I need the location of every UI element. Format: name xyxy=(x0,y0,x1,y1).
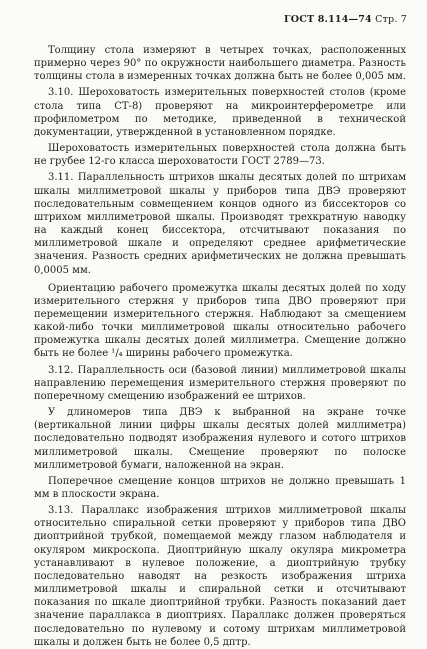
paragraph-3-10: 3.10. Шероховатость измерительных поверхностей столов (кроме стола типа СТ-8) проверяют на микроинтерферометре или профилометром по методике, приведенной в технической документации, утвержденной в установленном порядке. xyxy=(34,87,406,138)
paragraph-orientation: Ориентацию рабочего промежутка шкалы десятых долей по ходу измерительного стержня у приборов типа ДВО проверяют при перемещении измерительного стержня. Наблюдают за смещением какой-либо точки миллиметровой шкалы относительно рабочего промежутка шкалы десятых долей миллиметра. Смещение должно быть не более ¹/₄ ширины рабочего промежутка. xyxy=(34,282,406,360)
page-header xyxy=(284,14,407,25)
paragraph-cross-shift: Поперечное смещение концов штрихов не должно превышать 1 мм в плоскости экрана. xyxy=(34,475,406,500)
page-number: Стр. 7 xyxy=(375,14,407,25)
standard-number: ГОСТ 8.114—74 xyxy=(284,14,372,25)
body-text xyxy=(34,44,406,649)
paragraph-3-12: 3.12. Параллельность оси (базовой линии) миллиметровой шкалы направлению перемещения измерительного стержня проверяют по поперечному смещению изображений ее штрихов. xyxy=(34,364,406,402)
paragraph-dve: У длиномеров типа ДВЭ к выбранной на экране точке (вертикальной линии цифры шкалы десятых долей миллиметра) последовательно подводят изображения нулевого и сотого штрихов миллиметровой шкалы. Смещение проверяют по полоске миллиметровой бумаги, наложенной на экран. xyxy=(34,407,406,471)
paragraph-3-13: 3.13. Параллакс изображения штрихов миллиметровой шкалы относительно спиральной сетки проверяют у приборов типа ДВО диоптрийной трубкой, помещаемой между глазом наблюдателя и окуляром микроскопа. Диоптрийную шкалу окуляра микрометра устанавливают в нулевое положение, а диоптрийную трубку последовательно наводят на резкость изображения штриха миллиметровой шкалы и спиральной сетки и отсчитывают показания по шкале диоптрийной трубки. Разность показаний дает значение параллакса в диоптриях. Параллакс должен проверяться последовательно по нулевому и сотому штрихам миллиметровой шкалы и должен быть не более 0,5 дптр. xyxy=(34,505,406,648)
paragraph-thickness: Толщину стола измеряют в четырех точках, расположенных примерно через 90° по окружности наибольшего диаметра. Разность толщины стола в измеренных точках должна быть не более 0,005 мм. xyxy=(34,45,406,83)
paragraph-3-11: 3.11. Параллельность штрихов шкалы десятых долей по штрихам шкалы миллиметровой шкалы у приборов типа ДВЭ проверяют последовательным совмещением концов одного из биссекторов со штрихом миллиметровой шкалы. Производят трехкратную наводку на каждый конец биссектора, отсчитывают показания по миллиметровой шкале и определяют среднее арифметические значения. Разность средних арифметических не должна превышать 0,0005 мм. xyxy=(34,172,406,276)
paragraph-roughness: Шероховатость измерительных поверхностей стола должна быть не грубее 12-го класса шероховатости ГОСТ 2789—73. xyxy=(34,143,406,168)
